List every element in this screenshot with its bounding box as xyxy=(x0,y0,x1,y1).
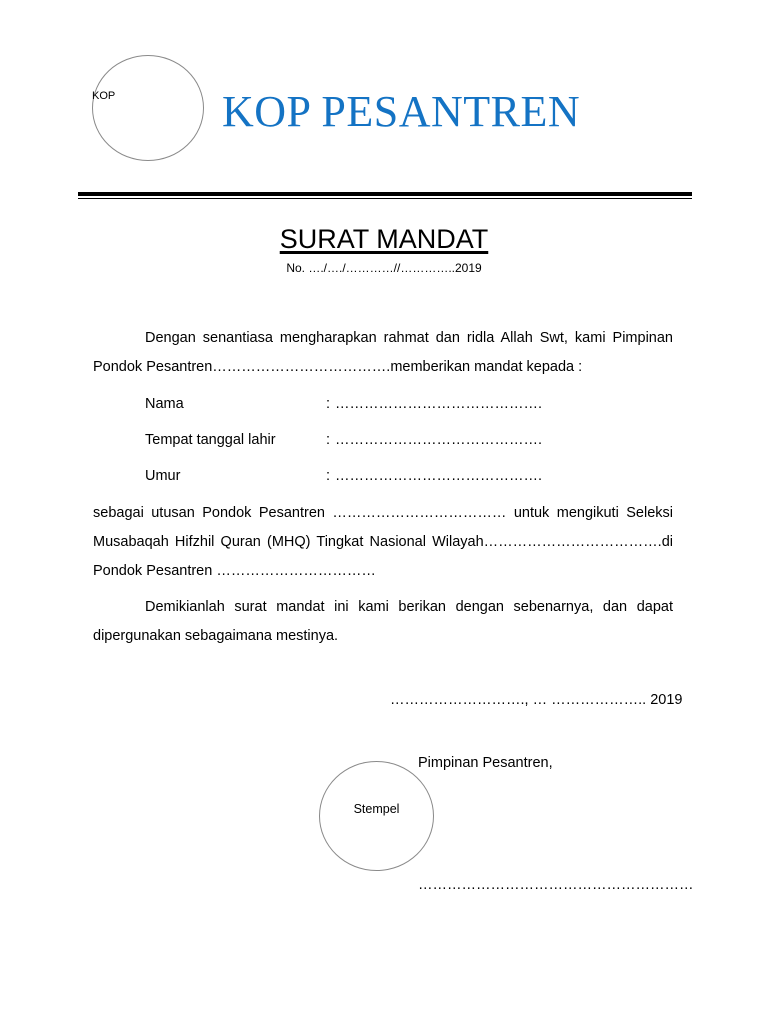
closing-line-2: dipergunakan sebagaimana mestinya. xyxy=(93,628,339,644)
field-value-umur: ……………………………………. xyxy=(335,468,543,484)
closing-line-1: Demikianlah surat mandat ini kami berikan dengan sebenarnya, dan dapat xyxy=(145,599,673,615)
kop-label: KOP xyxy=(92,90,116,102)
field-value-ttl: ……………………………………. xyxy=(335,432,543,448)
opening-line-2: Pondok Pesantren……………………………….memberikan mandat kepada : xyxy=(93,359,583,375)
field-colon: : xyxy=(326,396,331,412)
letterhead-rule-thick xyxy=(78,192,692,196)
document-number: No. …./…./…………//…………..2019 xyxy=(286,261,482,275)
kop-logo-circle xyxy=(92,55,204,161)
field-label-nama: Nama xyxy=(145,396,184,412)
stamp-circle xyxy=(319,761,434,871)
letterhead-rule-thin xyxy=(78,198,692,199)
signer-title: Pimpinan Pesantren, xyxy=(418,755,553,771)
purpose-line-2: Musabaqah Hifzhil Quran (MHQ) Tingkat Nasional Wilayah……………………………….di xyxy=(93,534,673,550)
purpose-line-3: Pondok Pesantren …………………………… xyxy=(93,563,376,579)
purpose-line-1: sebagai utusan Pondok Pesantren ……………………………… untuk mengikuti Seleksi xyxy=(93,505,673,521)
field-label-umur: Umur xyxy=(145,468,181,484)
place-date: ………………………., … ……………….. 2019 xyxy=(390,692,683,708)
opening-line-1: Dengan senantiasa mengharapkan rahmat dan ridla Allah Swt, kami Pimpinan xyxy=(145,330,673,346)
stamp-label: Stempel xyxy=(353,802,400,816)
field-colon: : xyxy=(326,432,331,448)
field-colon: : xyxy=(326,468,331,484)
field-value-nama: ……………………………………. xyxy=(335,396,543,412)
document-title: SURAT MANDAT xyxy=(279,224,489,254)
field-label-ttl: Tempat tanggal lahir xyxy=(145,432,276,448)
signer-name-line: ………………………………………………… xyxy=(418,877,694,893)
letterhead-title: KOP PESANTREN xyxy=(222,87,581,136)
